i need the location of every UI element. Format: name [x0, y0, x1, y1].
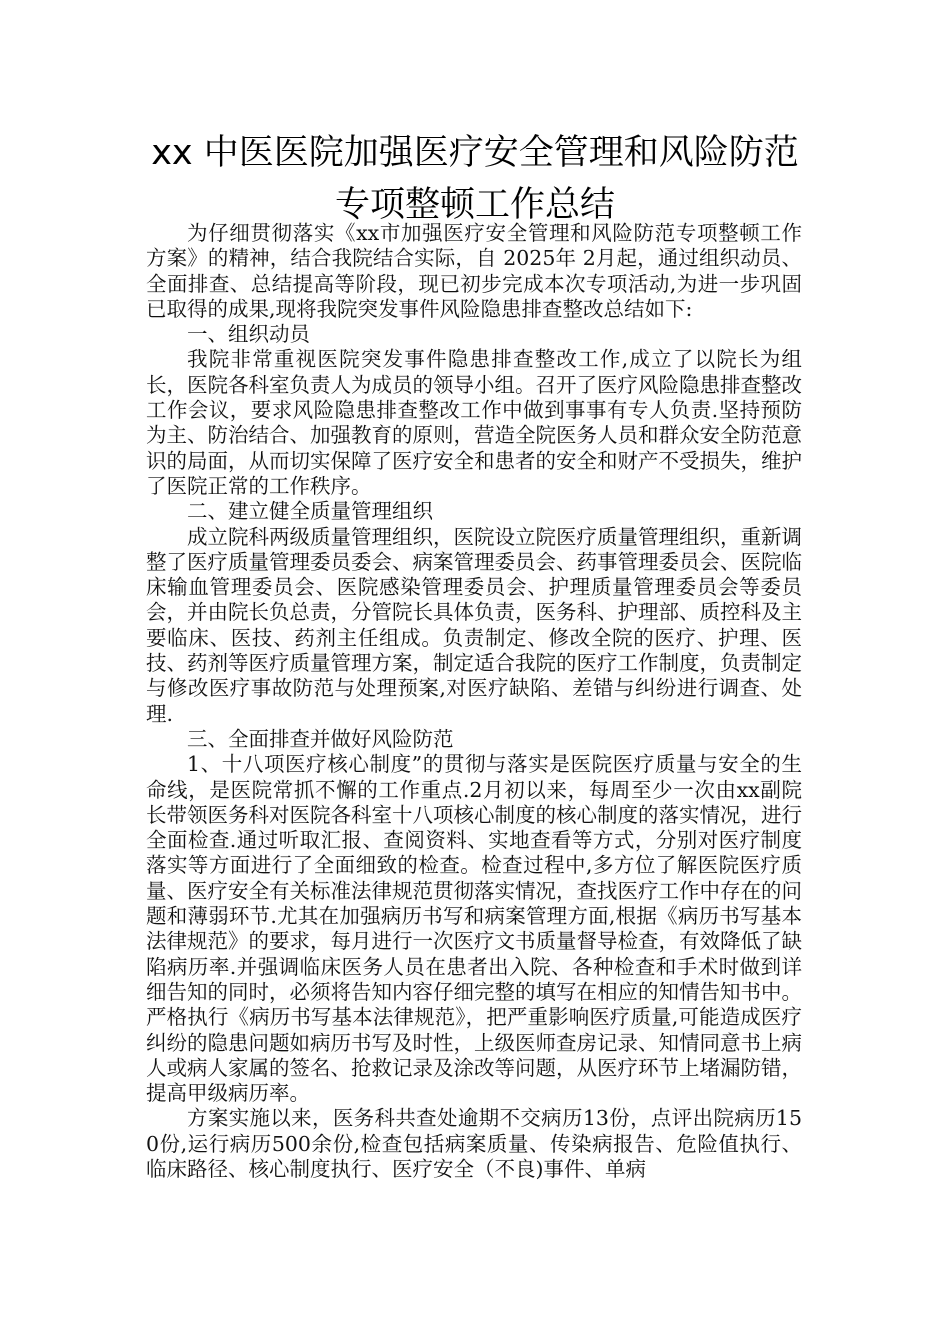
paragraph-organize: 我院非常重视医院突发事件隐患排查整改工作,成立了以院长为组长，医院各科室负责人为成员的领导小组。召开了医疗风险隐患排查整改工作会议，要求风险隐患排查整改工作中做到事事有专人负责.坚持预防为主、防治结合、加强教育的原则，营造全院医务人员和群众安全防范意识的局面，从而切实保障了医疗安全和患者的安全和财产不受损失，维护了医院正常的工作秩序。 [146, 347, 802, 498]
section-heading-organize: 一、组织动员 [187, 322, 310, 347]
document-title-line-1: xx 中医医院加强医疗安全管理和风险防范 [151, 133, 799, 173]
document-body [146, 221, 802, 1182]
section-heading-risk: 三、全面排查并做好风险防范 [187, 726, 454, 751]
paragraph-core-system: 1、十八项医疗核心制度”的贯彻与落实是医院医疗质量与安全的生命线，是医院常抓不懈的工作重点.2月初以来，每周至少一次由xx副院长带领医务科对医院各科室十八项核心制度的核心制度的落实情况，进行全面检查.通过听取汇报、查阅资料、实地查看等方式，分别对医疗制度落实等方面进行了全面细致的检查。检查过程中,多方位了解医院医疗质量、医疗安全有关标准法律规范贯彻落实情况，查找医疗工作中存在的问题和薄弱环节.尤其在加强病历书写和病案管理方面,根据《病历书写基本法律规范》的要求，每月进行一次医疗文书质量督导检查，有效降低了缺陷病历率.并强调临床医务人员在患者出入院、各种检查和手术时做到详细告知的同时，必须将告知内容仔细完整的填写在相应的知情告知书中。严格执行《病历书写基本法律规范》，把严重影响医疗质量,可能造成医疗纠纷的隐患问题如病历书写及时性，上级医师查房记录、知情同意书上病人或病人家属的签名、抢救记录及涂改等问题，从医疗环节上堵漏防错，提高甲级病历率。 [146, 752, 802, 1106]
paragraph-quality-org: 成立院科两级质量管理组织，医院设立院医疗质量管理组织，重新调整了医疗质量管理委员委会、病案管理委员会、药事管理委员会、医院临床输血管理委员会、医院感染管理委员会、护理质量管理委员会等委员会，并由院长负总责，分管院长具体负责，医务科、护理部、质控科及主要临床、医技、药剂主任组成。负责制定、修改全院的医疗、护理、医技、药剂等医疗质量管理方案，制定适合我院的医疗工作制度，负责制定与修改医疗事故防范与处理预案,对医疗缺陷、差错与纠纷进行调查、处理. [146, 524, 802, 726]
document-title-line-2: 专项整顿工作总结 [334, 185, 615, 225]
paragraph-implementation: 方案实施以来，医务科共查处逾期不交病历13份，点评出院病历150份,运行病历500余份,检查包括病案质量、传染病报告、危险值执行、临床路径、核心制度执行、医疗安全（不良)事件、单病 [146, 1106, 802, 1181]
intro-paragraph: 为仔细贯彻落实《xx市加强医疗安全管理和风险防范专项整顿工作方案》的精神，结合我院结合实际，自 2025年 2月起，通过组织动员、全面排查、总结提高等阶段，现已初步完成本次专项活动,为进一步巩固已取得的成果,现将我院突发事件风险隐患排查整改总结如下: [146, 221, 802, 321]
section-heading-quality-org: 二、建立健全质量管理组织 [187, 499, 433, 524]
